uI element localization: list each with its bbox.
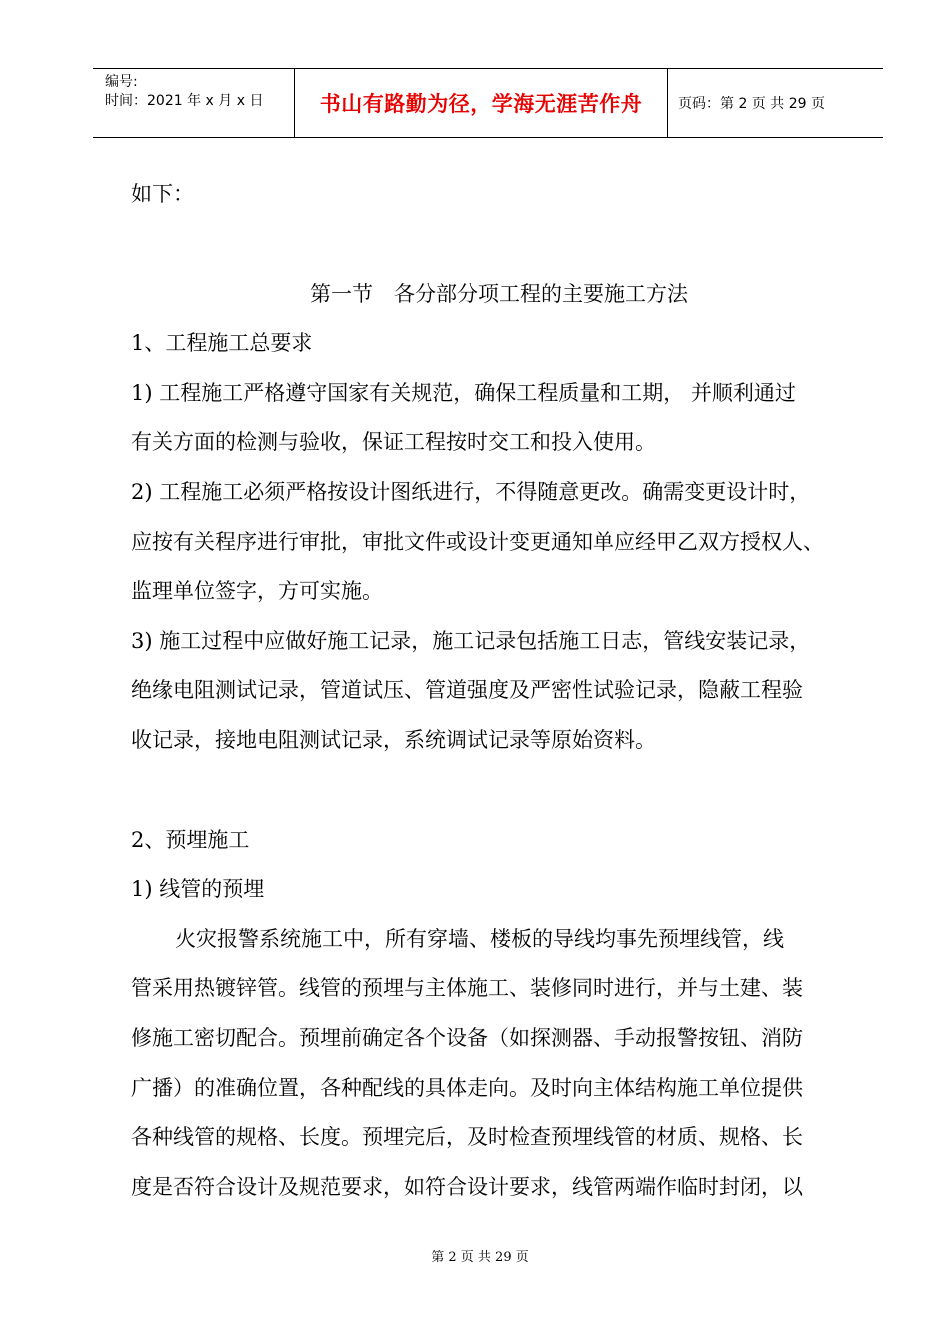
document-number-label: 编号: [105, 74, 138, 90]
paragraph-line: 绝缘电阻测试记录，管道试压、管道强度及严密性试验记录，隐蔽工程验 [131, 678, 803, 703]
page-header [93, 68, 883, 138]
section-title: 第一节 各分部分项工程的主要施工方法 [310, 281, 688, 306]
paragraph-line: 收记录，接地电阻测试记录，系统调试记录等原始资料。 [131, 727, 656, 752]
heading-2: 2、预埋施工 [131, 827, 250, 852]
paragraph-line: 3) 施工过程中应做好施工记录，施工记录包括施工日志，管线安装记录， [131, 628, 811, 653]
header-page-info: 页码：第 2 页 共 29 页 [678, 96, 825, 112]
header-meta [93, 69, 295, 137]
paragraph-line: 监理单位签字，方可实施。 [131, 579, 383, 604]
paragraph-line: 管采用热镀锌管。线管的预埋与主体施工、装修同时进行，并与土建、装 [131, 976, 803, 1001]
paragraph-line: 1) 工程施工严格遵守国家有关规范，确保工程质量和工期， 并顺利通过 [131, 380, 796, 405]
page-footer: 第 2 页 共 29 页 [431, 1250, 529, 1265]
document-body [131, 170, 851, 1212]
intro-text: 如下： [131, 182, 194, 206]
paragraph-line: 广播）的准确位置，各种配线的具体走向。及时向主体结构施工单位提供 [131, 1075, 803, 1100]
paragraph-line: 修施工密切配合。预埋前确定各个设备（如探测器、手动报警按钮、消防 [131, 1025, 803, 1050]
subheading: 1) 线管的预埋 [131, 877, 265, 902]
paragraph-line: 应按有关程序进行审批，审批文件或设计变更通知单应经甲乙双方授权人、 [131, 529, 824, 554]
paragraph-line: 有关方面的检测与验收，保证工程按时交工和投入使用。 [131, 430, 656, 455]
heading-1: 1、工程施工总要求 [131, 331, 313, 356]
paragraph-line: 度是否符合设计及规范要求，如符合设计要求，线管两端作临时封闭，以 [131, 1174, 803, 1199]
paragraph-line: 各种线管的规格、长度。预埋完后，及时检查预埋线管的材质、规格、长 [131, 1125, 803, 1150]
document-time: 时间：2021 年 x 月 x 日 [105, 93, 264, 109]
header-motto: 书山有路勤为径，学海无涯苦作舟 [295, 69, 668, 137]
paragraph-line: 2) 工程施工必须严格按设计图纸进行，不得随意更改。确需变更设计时， [131, 479, 811, 504]
paragraph-line: 火灾报警系统施工中，所有穿墙、楼板的导线均事先预埋线管，线 [175, 926, 784, 951]
